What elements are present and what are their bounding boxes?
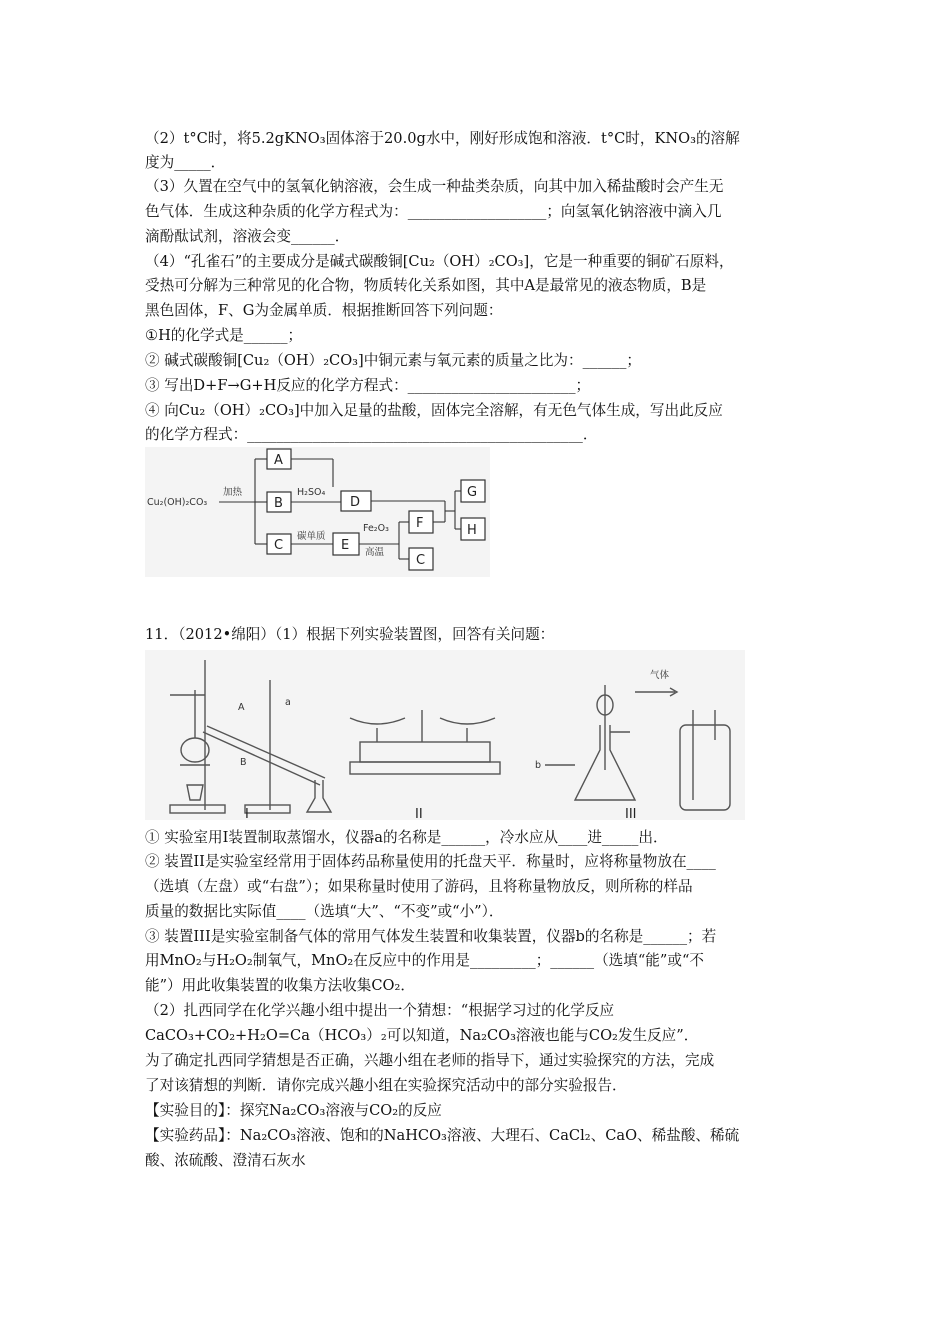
- node-f: F: [416, 516, 424, 531]
- apparatus-figure: [145, 650, 745, 820]
- text-line: CaCO₃+CO₂+H₂O=Ca（HCO₃）₂可以知道，Na₂CO₃溶液也能与CO₂发生反应”．: [145, 1027, 699, 1044]
- text-line: 度为_____．: [145, 154, 226, 171]
- label-a-lower: a: [285, 697, 291, 708]
- reaction-flowchart: [145, 447, 490, 577]
- question-11-heading: 11．（2012•绵阳）（1）根据下列实验装置图，回答有关问题：: [145, 626, 555, 643]
- numeral-i: I: [245, 807, 249, 820]
- node-b: B: [274, 496, 283, 511]
- text-line: ①H的化学式是______；: [145, 327, 303, 344]
- numeral-iii: III: [625, 807, 637, 820]
- flow-fe2o3-label: Fe₂O₃: [363, 523, 389, 534]
- text-line: 能”）用此收集装置的收集方法收集CO₂．: [145, 977, 415, 994]
- text-line: （4）“孔雀石”的主要成分是碱式碳酸铜[Cu₂（OH）₂CO₃]，它是一种重要的铜矿石原料，: [145, 253, 734, 270]
- flow-h2so4-label: H₂SO₄: [297, 487, 326, 498]
- node-h: H: [467, 523, 477, 538]
- node-d: D: [350, 495, 361, 510]
- text-line: ③ 写出D+F→G+H反应的化学方程式：_______________________；: [145, 377, 591, 394]
- text-line: ③ 装置III是实验室制备气体的常用气体发生装置和收集装置，仪器b的名称是______；若: [145, 928, 717, 945]
- text-line: 质量的数据比实际值____（选填“大”、“不变”或“小”）．: [145, 903, 504, 920]
- text-line: 滴酚酞试剂，溶液会变______．: [145, 228, 350, 245]
- node-a: A: [274, 453, 283, 468]
- label-b-instrument: b: [535, 760, 542, 771]
- node-c2: C: [416, 553, 426, 568]
- text-line: 酸、浓硫酸、澄清石灰水: [145, 1152, 306, 1169]
- flow-start-label: Cu₂(OH)₂CO₃: [147, 497, 208, 508]
- text-line: ② 装置II是实验室经常用于固体药品称量使用的托盘天平．称量时，应将称量物放在____: [145, 853, 716, 870]
- text-line: 了对该猜想的判断．请你完成兴趣小组在实验探究活动中的部分实验报告．: [145, 1077, 627, 1094]
- flow-carbon-label: 碳单质: [297, 531, 326, 542]
- label-a-upper: A: [238, 702, 245, 713]
- text-line: （选填（左盘）或“右盘”）；如果称量时使用了游码，且将称量物放反，则所称的样品: [145, 878, 693, 895]
- text-line: 【实验目的】：探究Na₂CO₃溶液与CO₂的反应: [145, 1102, 442, 1119]
- numeral-ii: II: [415, 807, 423, 820]
- flow-hightemp-label: 高温: [365, 547, 385, 558]
- apparatus-distillation: [170, 660, 331, 820]
- apparatus-gas: [535, 669, 730, 820]
- text-line: 的化学方程式：______________________________________________．: [145, 426, 598, 443]
- label-gas: 气体: [650, 670, 670, 681]
- text-line: 受热可分解为三种常见的化合物，物质转化关系如图，其中A是最常见的液态物质，B是: [145, 277, 707, 294]
- text-line: （2）t°C时，将5.2gKNO₃固体溶于20.0g水中，刚好形成饱和溶液．t°C时，KNO₃的溶解: [145, 130, 740, 147]
- text-line: 色气体．生成这种杂质的化学方程式为：___________________；向氢氧化钠溶液中滴入几: [145, 203, 722, 220]
- node-e: E: [341, 538, 350, 553]
- text-line: 用MnO₂与H₂O₂制氧气，MnO₂在反应中的作用是_________；______（选填“能”或“不: [145, 952, 705, 969]
- text-line: ④ 向Cu₂（OH）₂CO₃]中加入足量的盐酸，固体完全溶解，有无色气体生成，写出此反应: [145, 402, 723, 419]
- label-b: B: [240, 757, 247, 768]
- apparatus-balance: [350, 710, 500, 820]
- text-line: ① 实验室用I装置制取蒸馏水，仪器a的名称是______，冷水应从____进_____出．: [145, 829, 668, 846]
- flow-heat-label: 加热: [223, 487, 243, 498]
- text-line: ② 碱式碳酸铜[Cu₂（OH）₂CO₃]中铜元素与氧元素的质量之比为：______；: [145, 352, 641, 369]
- text-line: 【实验药品】：Na₂CO₃溶液、饱和的NaHCO₃溶液、大理石、CaCl₂、CaO、稀盐酸、稀硫: [145, 1127, 740, 1144]
- text-line: 为了确定扎西同学猜想是否正确，兴趣小组在老师的指导下，通过实验探究的方法，完成: [145, 1052, 715, 1069]
- node-c: C: [274, 538, 284, 553]
- text-line: 黑色固体，F、G为金属单质．根据推断回答下列问题：: [145, 302, 503, 319]
- text-line: （2）扎西同学在化学兴趣小组中提出一个猜想：“根据学习过的化学反应: [145, 1002, 615, 1019]
- node-g: G: [467, 485, 478, 500]
- text-line: （3）久置在空气中的氢氧化钠溶液，会生成一种盐类杂质，向其中加入稀盐酸时会产生无: [145, 178, 724, 195]
